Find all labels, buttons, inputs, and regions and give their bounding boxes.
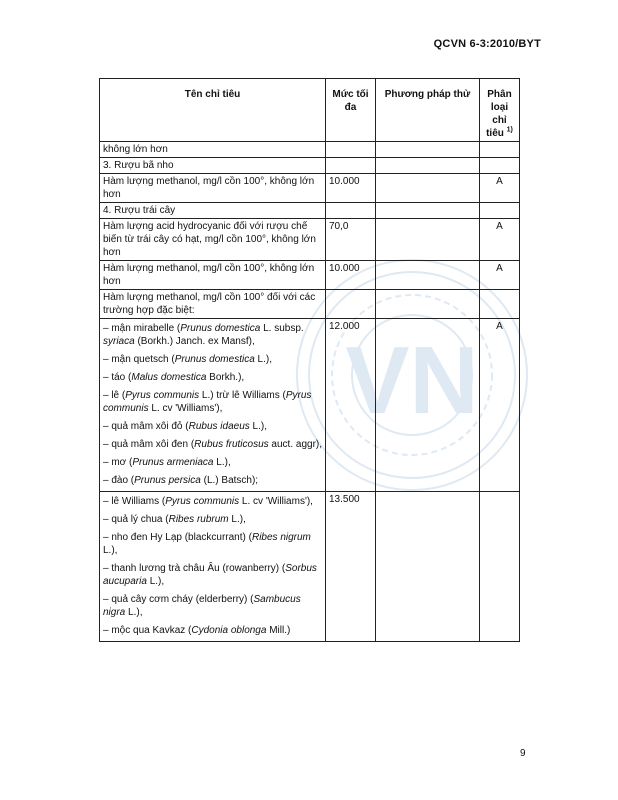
page-number: 9 bbox=[520, 748, 526, 759]
classification-cell: A bbox=[480, 319, 520, 492]
table-row bbox=[100, 290, 520, 319]
classification-cell bbox=[480, 290, 520, 319]
max-level-cell: 10.000 bbox=[326, 261, 376, 290]
watermark-text: VN bbox=[345, 327, 479, 434]
fruit-list-item: – quả mâm xôi đỏ (Rubus idaeus L.), bbox=[103, 421, 267, 432]
max-level-cell: 13.500 bbox=[326, 492, 376, 642]
test-method-cell bbox=[376, 203, 480, 219]
test-method-cell bbox=[376, 261, 480, 290]
fruit-list-cell bbox=[100, 319, 326, 492]
classification-cell bbox=[480, 203, 520, 219]
specification-table bbox=[99, 78, 520, 642]
test-method-cell bbox=[376, 158, 480, 174]
table-row-fruit-group bbox=[100, 492, 520, 642]
fruit-list-item: – quả mâm xôi đen (Rubus fruticosus auct. aggr), bbox=[103, 439, 323, 450]
classification-cell: A bbox=[480, 261, 520, 290]
max-level-cell: 70,0 bbox=[326, 219, 376, 261]
classification-cell: A bbox=[480, 174, 520, 203]
fruit-list-item: – đào (Prunus persica (L.) Batsch); bbox=[103, 475, 259, 486]
indicator-name-cell: không lớn hơn bbox=[100, 142, 326, 158]
indicator-name-cell: Hàm lượng acid hydrocyanic đối với rượu chế biến từ trái cây có hạt, mg/l cồn 100°, không lớn hơn bbox=[100, 219, 326, 261]
indicator-name-cell: Hàm lượng methanol, mg/l cồn 100°, không lớn hơn bbox=[100, 174, 326, 203]
table-row bbox=[100, 203, 520, 219]
table-row bbox=[100, 261, 520, 290]
max-level-cell bbox=[326, 290, 376, 319]
fruit-list-item: – mận mirabelle (Prunus domestica L. subsp. syriaca (Borkh.) Janch. ex Mansf), bbox=[103, 323, 304, 347]
test-method-cell bbox=[376, 319, 480, 492]
fruit-list-item: – quả cây cơm cháy (elderberry) (Sambucus nigra L.), bbox=[103, 594, 301, 618]
test-method-cell bbox=[376, 174, 480, 203]
test-method-cell bbox=[376, 142, 480, 158]
table-row bbox=[100, 219, 520, 261]
table-row-fruit-group bbox=[100, 319, 520, 492]
fruit-list-item: – mơ (Prunus armeniaca L.), bbox=[103, 457, 231, 468]
fruit-list-item: – nho đen Hy Lạp (blackcurrant) (Ribes nigrum L.), bbox=[103, 532, 311, 556]
header-max-level: Mức tối đa bbox=[326, 79, 376, 142]
max-level-cell bbox=[326, 203, 376, 219]
table-header-row bbox=[100, 79, 520, 142]
max-level-cell bbox=[326, 158, 376, 174]
test-method-cell bbox=[376, 290, 480, 319]
indicator-name-cell: Hàm lượng methanol, mg/l cồn 100°, không lớn hơn bbox=[100, 261, 326, 290]
header-name: Tên chỉ tiêu bbox=[100, 79, 326, 142]
fruit-list-item: – táo (Malus domestica Borkh.), bbox=[103, 372, 245, 383]
indicator-name-cell: 4. Rượu trái cây bbox=[100, 203, 326, 219]
fruit-list-cell bbox=[100, 492, 326, 642]
classification-cell bbox=[480, 492, 520, 642]
header-classification bbox=[480, 79, 520, 142]
max-level-cell: 12.000 bbox=[326, 319, 376, 492]
header-test-method: Phương pháp thử bbox=[376, 79, 480, 142]
classification-cell bbox=[480, 142, 520, 158]
fruit-list-item: – thanh lương trà châu Âu (rowanberry) (Sorbus aucuparia L.), bbox=[103, 563, 317, 587]
test-method-cell bbox=[376, 219, 480, 261]
table-row bbox=[100, 158, 520, 174]
fruit-list-item: – mận quetsch (Prunus domestica L.), bbox=[103, 354, 272, 365]
fruit-list-item: – mộc qua Kavkaz (Cydonia oblonga Mill.) bbox=[103, 625, 291, 636]
fruit-list-item: – lê (Pyrus communis L.) trừ lê Williams (Pyrus communis L. cv 'Williams'), bbox=[103, 390, 312, 414]
indicator-name-cell: 3. Rượu bã nho bbox=[100, 158, 326, 174]
classification-cell bbox=[480, 158, 520, 174]
table-row bbox=[100, 174, 520, 203]
indicator-name-cell: Hàm lượng methanol, mg/l cồn 100° đối với các trường hợp đặc biệt: bbox=[100, 290, 326, 319]
classification-cell: A bbox=[480, 219, 520, 261]
header-classification-label: Phân loại chỉ tiêu $^{1)}$ bbox=[486, 89, 513, 139]
max-level-cell: 10.000 bbox=[326, 174, 376, 203]
document-code-header: QCVN 6-3:2010/BYT bbox=[433, 38, 541, 50]
max-level-cell bbox=[326, 142, 376, 158]
fruit-list-item: – quả lý chua (Ribes rubrum L.), bbox=[103, 514, 246, 525]
fruit-list-item: – lê Williams (Pyrus communis L. cv 'Williams'), bbox=[103, 496, 313, 507]
table-row bbox=[100, 142, 520, 158]
test-method-cell bbox=[376, 492, 480, 642]
